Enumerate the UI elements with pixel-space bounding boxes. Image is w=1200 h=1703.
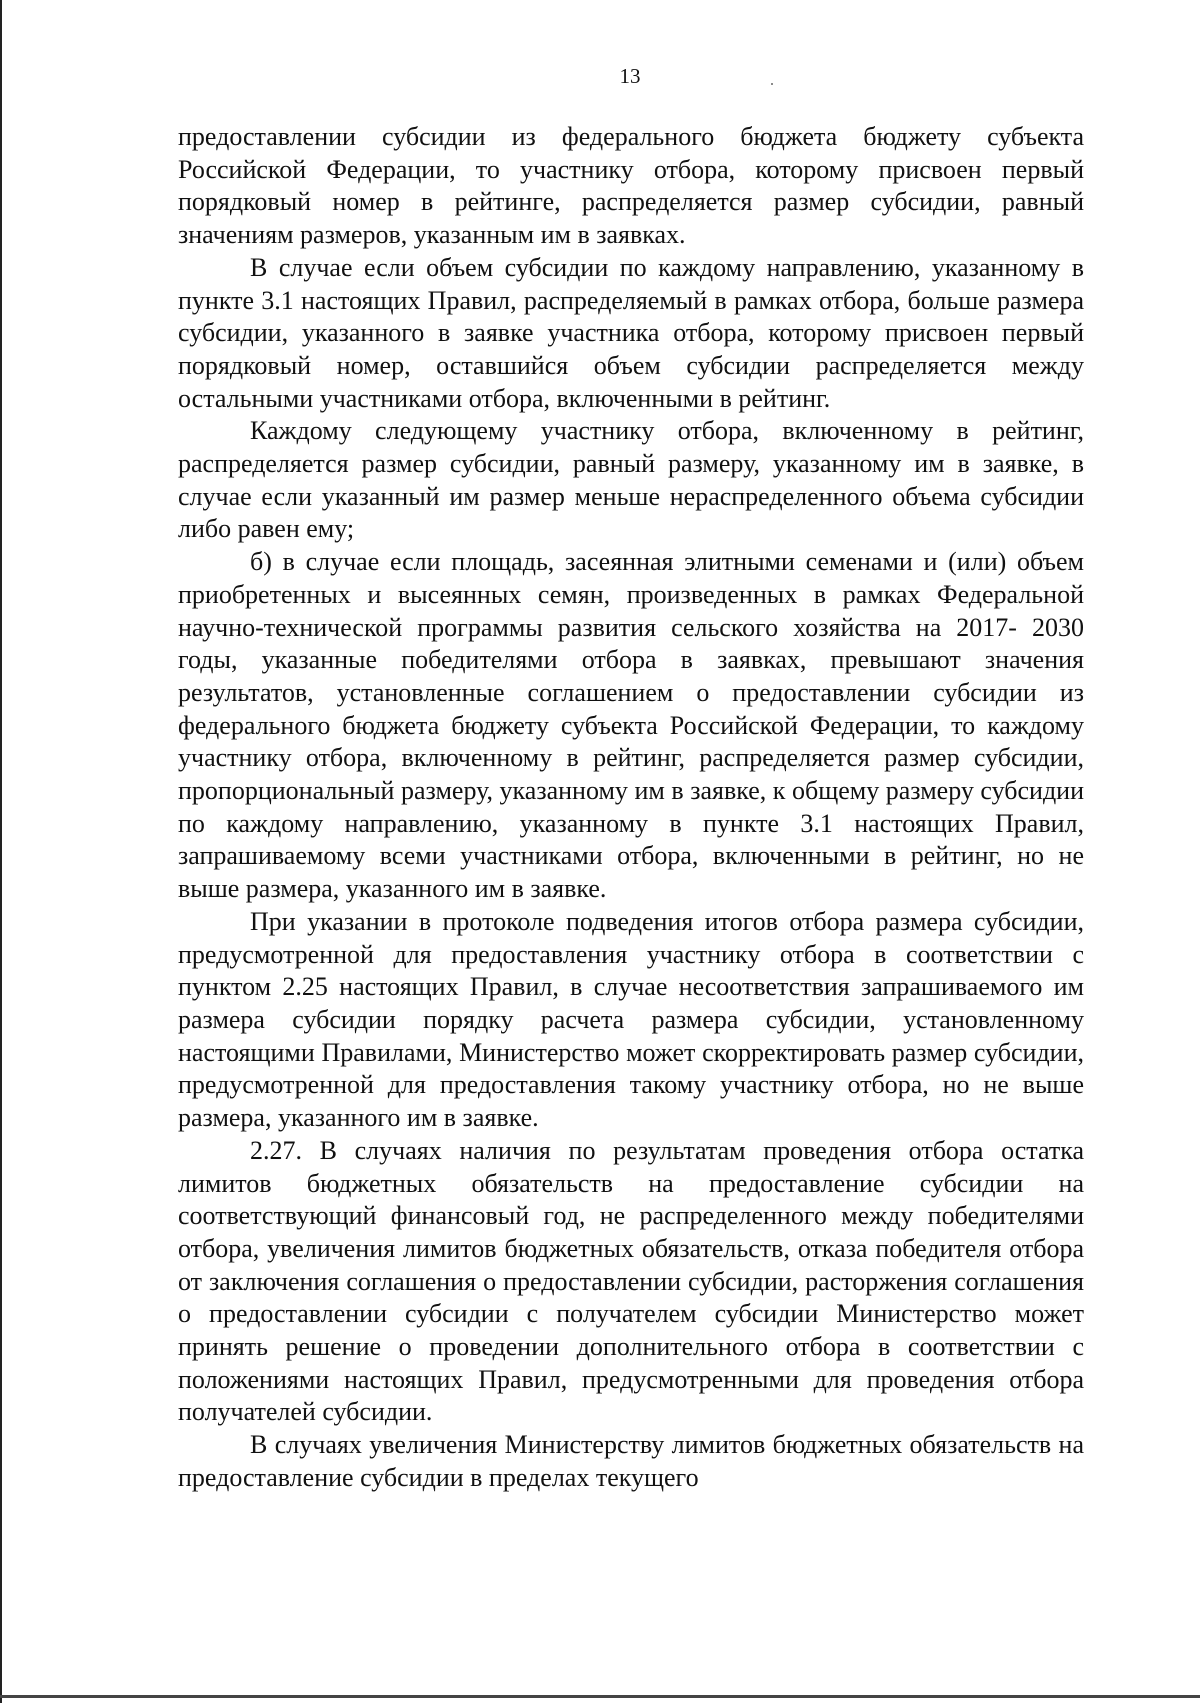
paragraph: В случае если объем субсидии по каждому направлению, указанному в пункте 3.1 настоящих Правил, распределяемый в рамках отбора, больше размера субсидии, указанного в заявке участника отбора, которому присвоен первый порядковый номер, оставшийся объем субсидии распределяется между остальными участниками отбора, включенными в рейтинг. [178,252,1084,413]
paragraph: Каждому следующему участнику отбора, включенному в рейтинг, распределяется размер субсидии, равный размеру, указанному им в заявке, в случае если указанный им размер меньше нераспределенного объема субсидии либо равен ему; [178,416,1084,544]
paragraph-continues: В случаях увеличения Министерству лимитов бюджетных обязательств на предоставление субсидии в пределах текущего [178,1430,1084,1492]
paragraph-continuation: предоставлении субсидии из федерального бюджета бюджету субъекта Российской Федерации, то участнику отбора, которому присвоен первый порядковый номер в рейтинге, распределяется размер субсидии, равный значениям размеров, указанным им в заявках. [178,122,1084,250]
scan-edge-left [0,0,2,1703]
paragraph: При указании в протоколе подведения итогов отбора размера субсидии, предусмотренной для предоставления участнику отбора в соответствии с пунктом 2.25 настоящих Правил, в случае несоответствия запрашиваемого им размера субсидии порядку расчета размера субсидии, установленному настоящими Правилами, Министерство может скорректировать размер субсидии, предусмотренной для предоставления такому участнику отбора, но не выше размера, указанного им в заявке. [178,906,1084,1133]
scan-edge-bottom [0,1695,1200,1698]
document-body [178,121,1084,1495]
paragraph-clause-2-27: 2.27. В случаях наличия по результатам проведения отбора остатка лимитов бюджетных обязательств на предоставление субсидии на соответствующий финансовый год, не распределенного между победителями отбора, увеличения лимитов бюджетных обязательств, отказа победителя отбора от заключения соглашения о предоставлении субсидии, расторжения соглашения о предоставлении субсидии с получателем субсидии Министерство может принять решение о проведении дополнительного отбора в соответствии с положениями настоящих Правил, предусмотренными для проведения отбора получателей субсидии. [178,1135,1084,1427]
page-number: 13 [619,64,641,88]
paragraph-subitem-b: б) в случае если площадь, засеянная элитными семенами и (или) объем приобретенных и высеянных семян, произведенных в рамках Федеральной научно-технической программы развития сельского хозяйства на 2017- 2030 годы, указанные победителями отбора в заявках, превышают значения результатов, установленные соглашением о предоставлении субсидии из федерального бюджета бюджету субъекта Российской Федерации, то каждому участнику отбора, включенному в рейтинг, распределяется размер субсидии, пропорциональный размеру, указанному им в заявке, к общему размеру субсидии по каждому направлению, указанному в пункте 3.1 настоящих Правил, запрашиваемому всеми участниками отбора, включенными в рейтинг, но не выше размера, указанного им в заявке. [178,547,1084,904]
